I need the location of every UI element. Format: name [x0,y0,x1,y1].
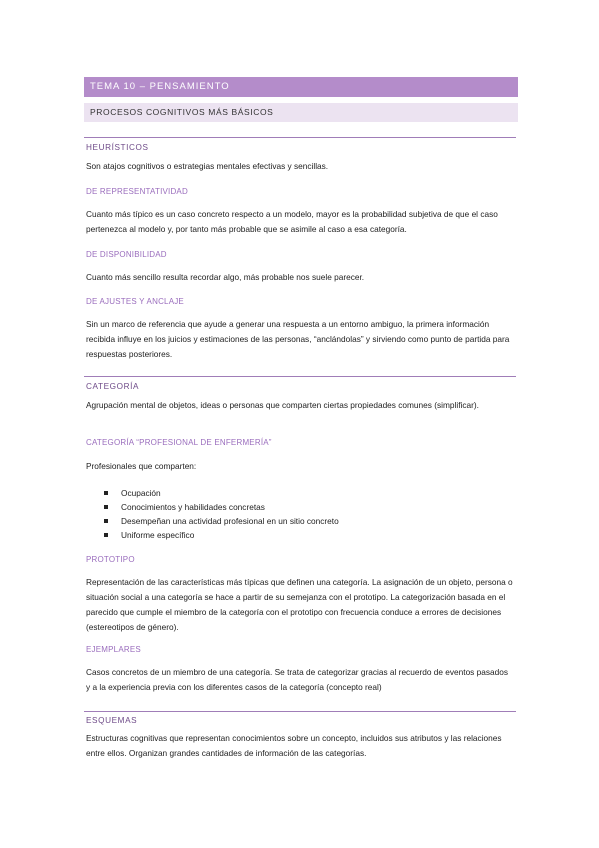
paragraph-heuristicos: Son atajos cognitivos o estrategias mentales efectivas y sencillas. [86,161,329,171]
bullet-icon [104,491,108,495]
paragraph-profesional-intro: Profesionales que comparten: [86,461,197,471]
heading-heuristicos: HEURÍSTICOS [86,143,149,152]
subheading-ajustes: DE AJUSTES Y ANCLAJE [86,297,184,306]
paragraph-categoria: Agrupación mental de objetos, ideas o personas que comparten ciertas propiedades comunes (simplificar). [86,400,479,410]
list-item [104,528,339,542]
list-item-label: Desempeñan una actividad profesional en un sitio concreto [121,516,339,526]
divider [84,137,516,138]
paragraph-ejemplares: Casos concretos de un miembro de una categoría. Se trata de categorizar gracias al recuerdo de eventos pasados y a la experiencia previa con los diferentes casos de la categoría (concepto real) [86,667,509,692]
list-item-label: Ocupación [121,488,161,498]
subheading-disponibilidad: DE DISPONIBILIDAD [86,250,167,259]
divider [84,376,516,377]
subheading-prototipo: PROTOTIPO [86,555,135,564]
list-item-label: Conocimientos y habilidades concretas [121,502,265,512]
list-item-label: Uniforme específico [121,530,195,540]
section-subtitle: PROCESOS COGNITIVOS MÁS BÁSICOS [84,103,518,122]
subheading-profesional: CATEGORÍA “PROFESIONAL DE ENFERMERÍA” [86,438,272,447]
list-item [104,514,339,528]
bullet-icon [104,519,108,523]
heading-categoria: CATEGORÍA [86,382,140,391]
bullet-list [104,486,339,542]
page-title: TEMA 10 – PENSAMIENTO [84,77,518,97]
bullet-icon [104,505,108,509]
list-item [104,500,339,514]
paragraph-disponibilidad: Cuanto más sencillo resulta recordar algo, más probable nos suele parecer. [86,272,365,282]
paragraph-prototipo: Representación de las características más típicas que definen una categoría. La asignación de un objeto, persona o situación social a una categoría se hace a partir de su semejanza con el prototipo. La categorización basada en el parecido que cumple el miembro de la categoría con el prototipo con frecuencia conduce a errores de decisiones (estereotipos de género). [86,577,513,632]
subheading-ejemplares: EJEMPLARES [86,645,141,654]
heading-esquemas: ESQUEMAS [86,716,138,725]
paragraph-ajustes: Sin un marco de referencia que ayude a generar una respuesta a un entorno ambiguo, la primera información recibida influye en los juicios y estimaciones de las personas, “anclándolas” y sirviendo como punto de partida para respuestas posteriores. [86,319,510,359]
paragraph-representatividad: Cuanto más típico es un caso concreto respecto a un modelo, mayor es la probabilidad subjetiva de que el caso pertenezca al modelo y, por tanto más probable que se asimile al caso a esa categoría. [86,209,498,234]
bullet-icon [104,533,108,537]
paragraph-esquemas: Estructuras cognitivas que representan conocimientos sobre un concepto, incluidos sus atributos y las relaciones entre ellos. Organizan grandes cantidades de información de las categorías. [86,733,502,758]
list-item [104,486,339,500]
divider [84,711,516,712]
subheading-representatividad: DE REPRESENTATIVIDAD [86,187,188,196]
